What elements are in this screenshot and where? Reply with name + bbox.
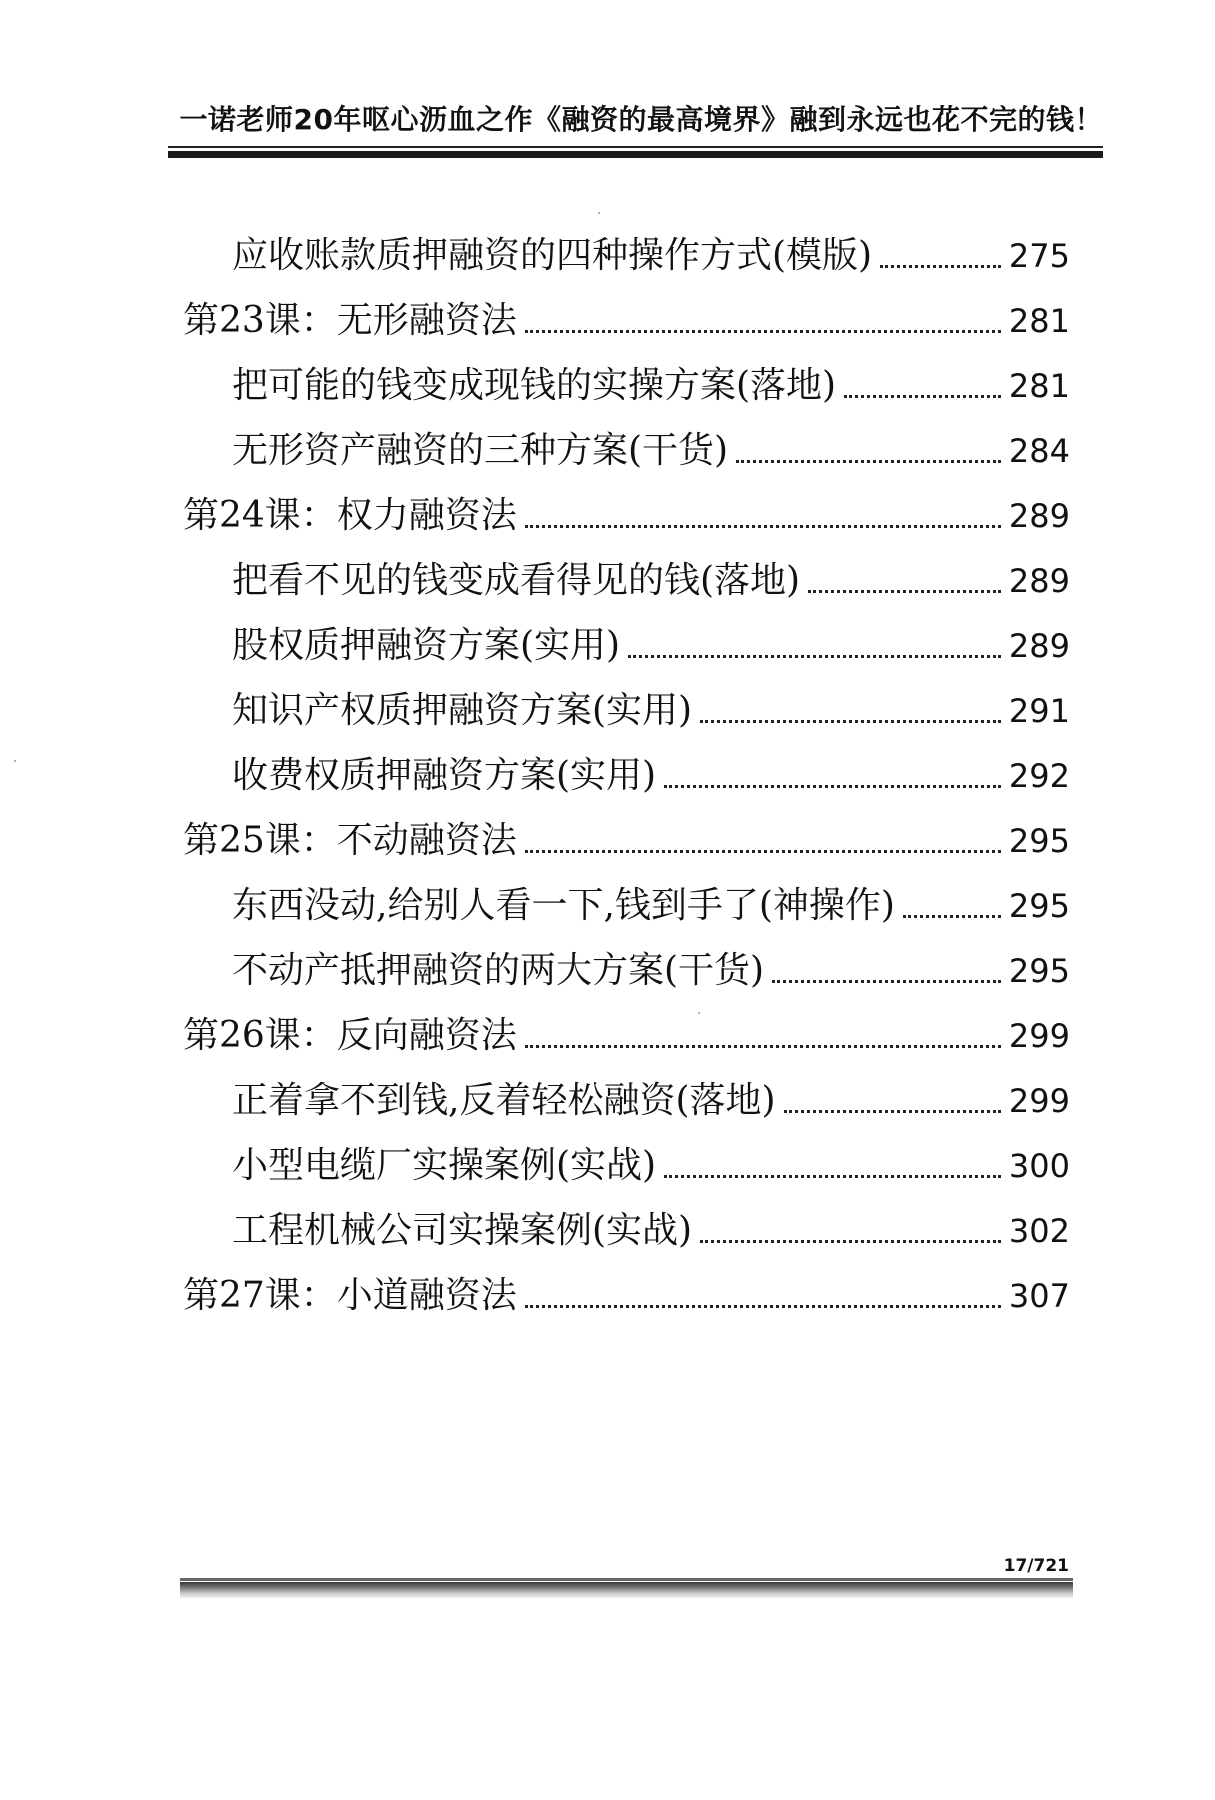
scan-speck (698, 1012, 700, 1014)
toc-entry[interactable] (232, 612, 1070, 668)
dot-leader (664, 784, 1001, 788)
dot-leader (903, 914, 1001, 918)
toc-entry-title: 第25课：不动融资法 (183, 820, 517, 861)
toc-lesson-entry[interactable] (183, 482, 1070, 538)
header-rule-thick (168, 151, 1103, 158)
toc-entry[interactable] (232, 547, 1070, 603)
toc-entry-page: 295 (1008, 822, 1070, 860)
toc-entry-page: 289 (1008, 562, 1070, 600)
toc-entry[interactable] (232, 1132, 1070, 1188)
scan-speck (598, 212, 600, 214)
toc-entry-page: 302 (1008, 1212, 1070, 1250)
footer-rule-edge (180, 1578, 1073, 1581)
dot-leader (736, 459, 1001, 463)
dot-leader (772, 979, 1001, 983)
dot-leader (808, 589, 1001, 593)
toc-entry-page: 295 (1008, 887, 1070, 925)
toc-lesson-entry[interactable] (183, 807, 1070, 863)
toc-lesson-entry[interactable] (183, 1262, 1070, 1318)
toc-entry-title: 第24课：权力融资法 (183, 495, 517, 536)
toc-entry-title: 收费权质押融资方案(实用) (232, 755, 657, 796)
toc-entry-page: 289 (1008, 627, 1070, 665)
toc-entry-page: 299 (1008, 1082, 1070, 1120)
toc-entry-title: 把可能的钱变成现钱的实操方案(落地) (232, 365, 837, 406)
footer-rule (180, 1582, 1073, 1598)
toc-entry-title: 第26课：反向融资法 (183, 1015, 517, 1056)
dot-leader (700, 719, 1001, 723)
dot-leader (880, 264, 1001, 268)
toc-entry-page: 307 (1008, 1277, 1070, 1315)
dot-leader (628, 654, 1001, 658)
dot-leader (525, 1044, 1001, 1048)
toc-entry-title: 东西没动,给别人看一下,钱到手了(神操作) (232, 885, 895, 926)
toc-entry[interactable] (232, 1067, 1070, 1123)
toc-entry-title: 第23课：无形融资法 (183, 300, 517, 341)
toc-entry-title: 小型电缆厂实操案例(实战) (232, 1145, 657, 1186)
page-header-title: 一诺老师20年呕心沥血之作《融资的最高境界》融到永远也花不完的钱！ (179, 103, 1103, 136)
toc-entry[interactable] (232, 352, 1070, 408)
toc-entry[interactable] (232, 222, 1070, 278)
dot-leader (844, 394, 1001, 398)
toc-entry-title: 把看不见的钱变成看得见的钱(落地) (232, 560, 801, 601)
dot-leader (664, 1174, 1001, 1178)
dot-leader (525, 524, 1001, 528)
toc-entry[interactable] (232, 677, 1070, 733)
toc-entry-page: 281 (1008, 302, 1070, 340)
header-rule (168, 146, 1103, 148)
toc-entry-page: 295 (1008, 952, 1070, 990)
toc-entry-title: 无形资产融资的三种方案(干货) (232, 430, 729, 471)
toc-entry-title: 不动产抵押融资的两大方案(干货) (232, 950, 765, 991)
dot-leader (525, 329, 1001, 333)
toc-entry[interactable] (232, 937, 1070, 993)
toc-entry-page: 275 (1008, 237, 1070, 275)
toc-entry-page: 299 (1008, 1017, 1070, 1055)
toc-lesson-entry[interactable] (183, 1002, 1070, 1058)
toc-entry[interactable] (232, 742, 1070, 798)
dot-leader (700, 1239, 1001, 1243)
toc-entry-title: 第27课：小道融资法 (183, 1275, 517, 1316)
page-number: 17/721 (1003, 1556, 1069, 1576)
toc-entry-page: 284 (1008, 432, 1070, 470)
toc-entry[interactable] (232, 1197, 1070, 1253)
dot-leader (784, 1109, 1001, 1113)
toc-entry-title: 应收账款质押融资的四种操作方式(模版) (232, 235, 873, 276)
toc-entry-page: 300 (1008, 1147, 1070, 1185)
toc-entry-page: 291 (1008, 692, 1070, 730)
toc-entry-title: 正着拿不到钱,反着轻松融资(落地) (232, 1080, 776, 1121)
dot-leader (525, 849, 1001, 853)
toc-entry-title: 股权质押融资方案(实用) (232, 625, 621, 666)
toc-entry-page: 289 (1008, 497, 1070, 535)
toc-entry[interactable] (232, 872, 1070, 928)
toc-entry-title: 知识产权质押融资方案(实用) (232, 690, 693, 731)
toc-entry-page: 281 (1008, 367, 1070, 405)
toc-entry[interactable] (232, 417, 1070, 473)
toc-lesson-entry[interactable] (183, 287, 1070, 343)
toc-entry-title: 工程机械公司实操案例(实战) (232, 1210, 693, 1251)
dot-leader (525, 1304, 1001, 1308)
scan-speck (14, 760, 16, 762)
toc-entry-page: 292 (1008, 757, 1070, 795)
